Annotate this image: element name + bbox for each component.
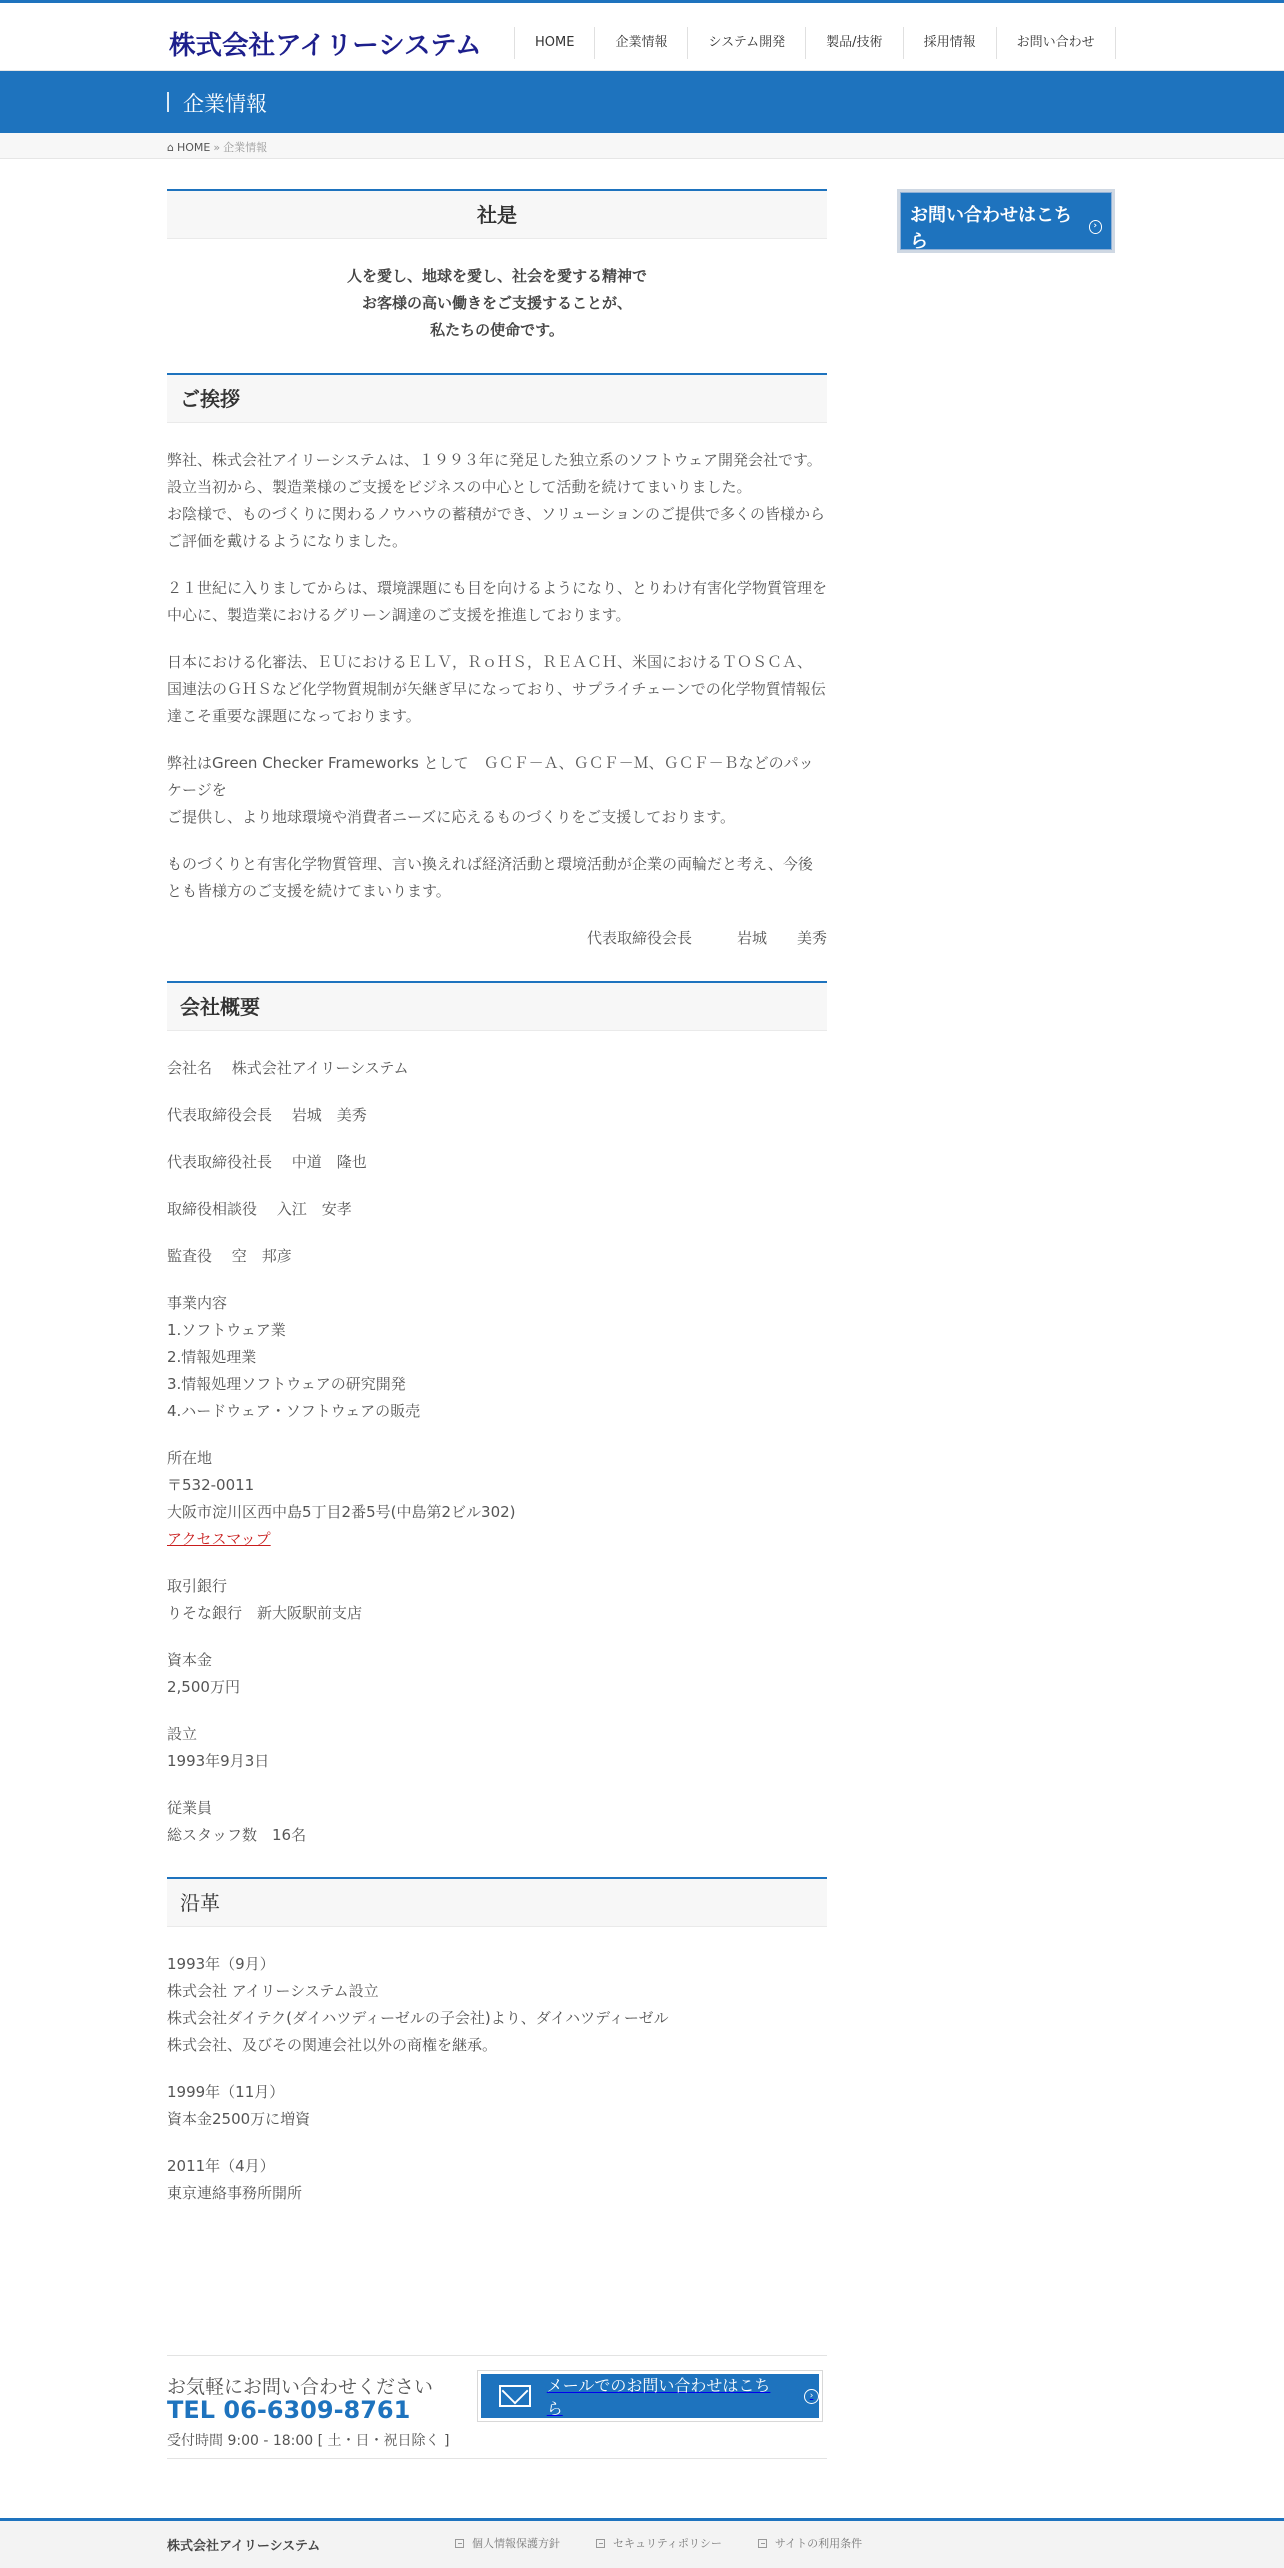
footer-links xyxy=(455,2535,862,2551)
square-minus-icon xyxy=(758,2539,767,2548)
page-title: 企業情報 xyxy=(183,92,267,116)
text-line: 日本における化審法、ＥＵにおけるＥＬＶ，ＲｏＨＳ，ＲＥＡＣＨ、米国におけるＴＯＳＣＡ、 xyxy=(167,653,813,671)
cta-subtitle: お気軽にご相談・お問い合わせ下さい。 xyxy=(910,260,1090,271)
text-line: 1.ソフトウェア業 xyxy=(167,1321,286,1339)
sidebar xyxy=(897,189,1115,271)
home-icon: ⌂ xyxy=(167,140,174,154)
greeting-paragraph xyxy=(167,447,827,555)
cta-title xyxy=(910,201,1102,253)
global-nav xyxy=(514,27,1116,59)
footer-link-terms[interactable] xyxy=(758,2535,862,2551)
text-line: 弊社はGreen Checker Frameworks として ＧＣＦ－Ａ、ＧＣＦ－Ｍ、ＧＣＦ－Ｂなどのパッケージを xyxy=(167,754,814,799)
breadcrumb-home[interactable]: HOME xyxy=(176,140,211,154)
greeting-heading: ご挨拶 xyxy=(167,373,827,423)
text-line: 設立当初から、製造業様のご支援をビジネスの中心として活動を続けてまいりました。 xyxy=(167,478,752,496)
text-line: 代表取締役社長 中道 隆也 xyxy=(167,1153,367,1171)
overview-item xyxy=(167,1795,827,1849)
nav-system-dev[interactable]: システム開発 xyxy=(687,27,805,59)
main-content xyxy=(167,189,827,2227)
text-line: 総スタッフ数 16名 xyxy=(167,1826,307,1844)
history-heading: 沿革 xyxy=(167,1877,827,1927)
text-line: 弊社、株式会社アイリーシステムは、１９９３年に発足した独立系のソフトウェア開発会社です。 xyxy=(167,451,822,469)
text-line: 株式会社、及びその関連会社以外の商権を継承。 xyxy=(167,2036,498,2054)
nav-recruit[interactable]: 採用情報 xyxy=(903,27,996,59)
nav-home[interactable]: HOME xyxy=(514,27,594,59)
text-line: 1993年9月3日 xyxy=(167,1752,270,1770)
text-line: 従業員 xyxy=(167,1799,213,1817)
contact-cta-button[interactable] xyxy=(897,189,1115,271)
text-line: 設立 xyxy=(167,1725,198,1743)
text-line: ご評価を戴けるようになりました。 xyxy=(167,532,408,550)
text-line: りそな銀行 新大阪駅前支店 xyxy=(167,1604,363,1622)
footer-link-label: 個人情報保護方針 xyxy=(472,2537,560,2550)
arrow-circle-icon: › xyxy=(1089,220,1103,234)
contact-strip xyxy=(167,2355,827,2459)
history-entry xyxy=(167,2079,827,2133)
site-logo[interactable]: 株式会社アイリーシステム xyxy=(169,31,482,61)
breadcrumb-current: 企業情報 xyxy=(223,141,268,154)
motto-line: 私たちの使命です。 xyxy=(430,321,564,339)
arrow-circle-icon: › xyxy=(804,2389,819,2404)
page-header xyxy=(0,71,1284,133)
overview-item xyxy=(167,1196,827,1223)
overview-item xyxy=(167,1102,827,1129)
text-line: 株式会社 アイリーシステム設立 xyxy=(167,1982,379,2000)
text-line: 4.ハードウェア・ソフトウェアの販売 xyxy=(167,1402,421,1420)
nav-contact[interactable]: お問い合わせ xyxy=(996,27,1116,59)
text-line: 所在地 xyxy=(167,1449,213,1467)
nav-products[interactable]: 製品/技術 xyxy=(805,27,902,59)
square-minus-icon xyxy=(455,2539,464,2548)
overview-item xyxy=(167,1573,827,1627)
text-line: 国連法のＧＨＳなど化学物質規制が矢継ぎ早になっており、サプライチェーンでの化学物質情報伝達こそ重要な課題になっております。 xyxy=(167,680,826,725)
footer-link-security[interactable] xyxy=(596,2535,722,2551)
contact-lead: お気軽にお問い合わせください xyxy=(167,2376,434,2398)
text-line: 監査役 空 邦彦 xyxy=(167,1247,292,1265)
text-line: 1993年（9月） xyxy=(167,1955,275,1973)
greeting-paragraph xyxy=(167,851,827,905)
history-entry xyxy=(167,2153,827,2207)
text-line: 代表取締役会長 岩城 美秀 xyxy=(167,1106,367,1124)
motto-line: 人を愛し、地球を愛し、社会を愛する精神で xyxy=(346,267,647,285)
text-line: 2011年（4月） xyxy=(167,2157,275,2175)
overview-item xyxy=(167,1055,827,1082)
overview-item xyxy=(167,1445,827,1553)
contact-hours: 受付時間 9:00 - 18:00 [ 土・日・祝日除く ] xyxy=(167,2433,450,2449)
page-title-bar xyxy=(167,92,169,112)
overview-item xyxy=(167,1721,827,1775)
motto-text xyxy=(167,263,827,344)
footer-link-label: サイトの利用条件 xyxy=(774,2537,863,2550)
text-line: 事業内容 xyxy=(167,1294,228,1312)
mail-contact-button[interactable] xyxy=(477,2370,823,2422)
text-line: ご提供し、より地球環境や消費者ニーズに応えるものづくりをご支援しております。 xyxy=(167,808,736,826)
site-header xyxy=(0,3,1284,71)
text-line: 東京連絡事務所開所 xyxy=(167,2184,303,2202)
greeting-paragraph xyxy=(167,649,827,730)
contact-tel[interactable]: TEL 06-6309-8761 xyxy=(167,2396,411,2424)
text-line: 会社名 株式会社アイリーシステム xyxy=(167,1059,409,1077)
text-line: 大阪市淀川区西中島5丁目2番5号(中島第2ビル302) xyxy=(167,1503,516,1521)
access-map-link[interactable]: アクセスマップ xyxy=(167,1530,271,1548)
greeting-paragraph xyxy=(167,750,827,831)
cta-title-text: お問い合わせはこちら xyxy=(910,205,1072,252)
overview-item xyxy=(167,1149,827,1176)
footer-link-label: セキュリティポリシー xyxy=(613,2537,722,2550)
text-line: 3.情報処理ソフトウェアの研究開発 xyxy=(167,1375,406,1393)
text-line: 〒532-0011 xyxy=(167,1476,255,1494)
text-line: 1999年（11月） xyxy=(167,2083,285,2101)
text-line: 取締役相談役 入江 安孝 xyxy=(167,1200,352,1218)
mail-button-inner xyxy=(481,2374,819,2418)
text-line: ２１世紀に入りましてからは、環境課題にも目を向けるようになり、とりわけ有害化学物質管理を中心に、製造業におけるグリーン調達のご支援を推進しております。 xyxy=(167,579,828,624)
overview-item xyxy=(167,1647,827,1701)
square-minus-icon xyxy=(596,2539,605,2548)
overview-item xyxy=(167,1243,827,1270)
text-line: 取引銀行 xyxy=(167,1577,228,1595)
text-line: 2,500万円 xyxy=(167,1678,240,1696)
text-line: 資本金 xyxy=(167,1651,213,1669)
breadcrumb xyxy=(0,133,1284,159)
text-line: ものづくりと有害化学物質管理、言い換えれば経済活動と環境活動が企業の両輪だと考え、今後とも皆様方のご支援を続けてまいります。 xyxy=(167,855,813,900)
overview-item xyxy=(167,1290,827,1425)
motto-line: お客様の高い働きをご支援することが、 xyxy=(361,294,632,312)
breadcrumb-separator: » xyxy=(213,140,221,154)
motto-heading: 社是 xyxy=(167,189,827,239)
text-line: 2.情報処理業 xyxy=(167,1348,257,1366)
mail-button-label: メールでのお問い合わせはこちら xyxy=(546,2376,771,2418)
site-footer xyxy=(0,2518,1284,2568)
envelope-icon xyxy=(499,2385,531,2407)
text-line: 株式会社ダイテク(ダイハツディーゼルの子会社)より、ダイハツディーゼル xyxy=(167,2009,669,2027)
history-entry xyxy=(167,1951,827,2059)
text-line: 資本金2500万に増資 xyxy=(167,2110,311,2128)
greeting-paragraph xyxy=(167,575,827,629)
greeting-signature: 代表取締役会長 岩城 美秀 xyxy=(586,929,827,947)
footer-company: 株式会社アイリーシステム xyxy=(167,2539,321,2554)
nav-company[interactable]: 企業情報 xyxy=(594,27,687,59)
footer-link-privacy[interactable] xyxy=(455,2535,560,2551)
text-line: お陰様で、ものづくりに関わるノウハウの蓄積ができ、ソリューションのご提供で多くの皆様から xyxy=(167,505,826,523)
overview-heading: 会社概要 xyxy=(167,981,827,1031)
